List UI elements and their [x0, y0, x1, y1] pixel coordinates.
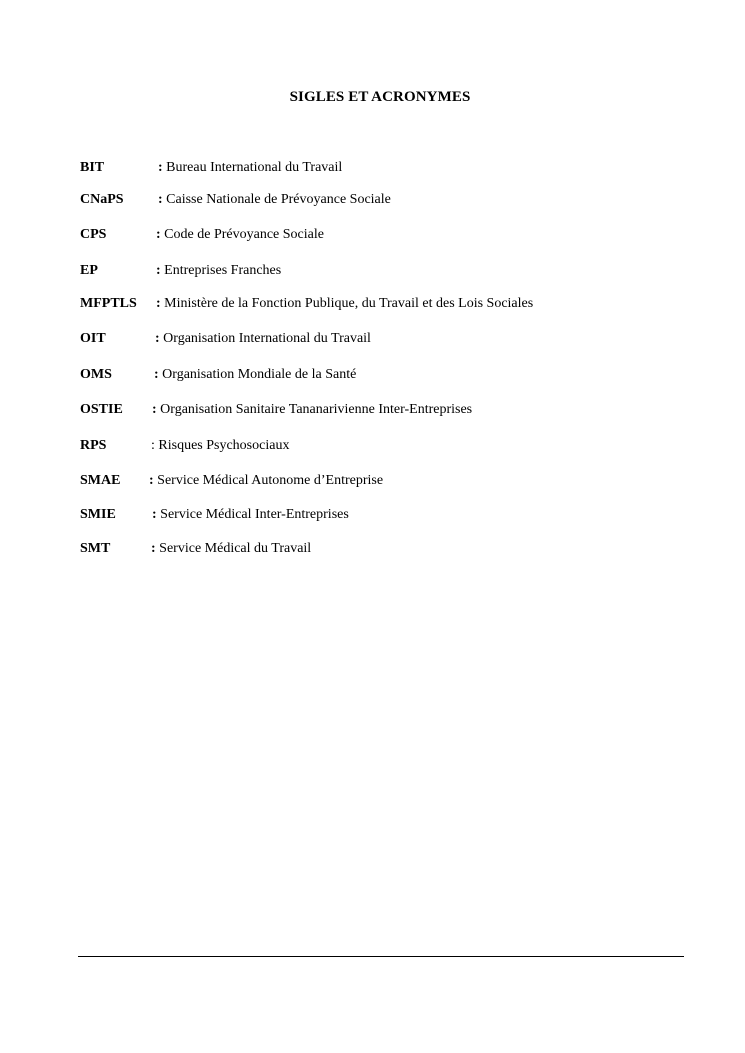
acronym-separator: : — [151, 438, 155, 453]
acronym-definition-text: Organisation Sanitaire Tananarivienne Inter-Entreprises — [156, 402, 473, 417]
acronym-definition-text: Service Médical du Travail — [155, 541, 312, 556]
acronym-abbr: EP — [80, 263, 98, 278]
acronym-separator: : — [155, 331, 160, 346]
acronym-abbr: SMAE — [80, 473, 121, 488]
acronym-definition-text: Ministère de la Fonction Publique, du Travail et des Lois Sociales — [160, 296, 534, 311]
acronym-definition — [156, 225, 324, 245]
acronym-definition — [156, 261, 281, 281]
acronym-definition-text: Organisation Mondiale de la Santé — [158, 367, 357, 382]
acronym-definition — [158, 158, 342, 178]
acronym-definition-text: Entreprises Franches — [160, 263, 282, 278]
acronym-abbr: CNaPS — [80, 192, 124, 207]
acronym-separator: : — [154, 367, 159, 382]
acronym-abbr: SMT — [80, 541, 111, 556]
acronym-definition — [158, 190, 391, 210]
acronym-abbr: BIT — [80, 160, 105, 175]
acronym-definition-text: Risques Psychosociaux — [154, 438, 290, 453]
acronym-definition — [152, 400, 472, 420]
acronym-definition — [151, 539, 311, 559]
acronym-abbr: CPS — [80, 227, 107, 242]
footer-divider — [78, 956, 684, 957]
acronym-abbr: MFPTLS — [80, 296, 137, 311]
acronym-definition-text: Organisation International du Travail — [159, 331, 371, 346]
acronym-definition-text: Caisse Nationale de Prévoyance Sociale — [162, 192, 391, 207]
acronym-abbr: RPS — [80, 438, 107, 453]
acronym-definition — [151, 436, 289, 456]
acronym-abbr: SMIE — [80, 507, 116, 522]
acronym-definition — [155, 329, 371, 349]
acronym-definition — [156, 294, 533, 314]
acronym-separator: : — [158, 192, 163, 207]
acronym-abbr: OMS — [80, 367, 112, 382]
acronym-definition-text: Service Médical Inter-Entreprises — [156, 507, 349, 522]
acronym-abbr: OIT — [80, 331, 106, 346]
acronym-abbr: OSTIE — [80, 402, 123, 417]
acronym-separator: : — [149, 473, 154, 488]
acronym-separator: : — [152, 507, 157, 522]
acronym-separator: : — [158, 160, 163, 175]
acronym-separator: : — [156, 263, 161, 278]
acronym-separator: : — [156, 296, 161, 311]
acronym-definition-text: Code de Prévoyance Sociale — [160, 227, 324, 242]
acronym-definition-text: Bureau International du Travail — [162, 160, 343, 175]
acronym-definition — [149, 471, 383, 491]
acronym-separator: : — [152, 402, 157, 417]
acronym-definition — [152, 505, 349, 525]
acronym-definition-text: Service Médical Autonome d’Entreprise — [153, 473, 384, 488]
acronym-separator: : — [156, 227, 161, 242]
acronym-definition — [154, 365, 356, 385]
page-title: SIGLES ET ACRONYMES — [289, 89, 471, 105]
acronym-separator: : — [151, 541, 156, 556]
